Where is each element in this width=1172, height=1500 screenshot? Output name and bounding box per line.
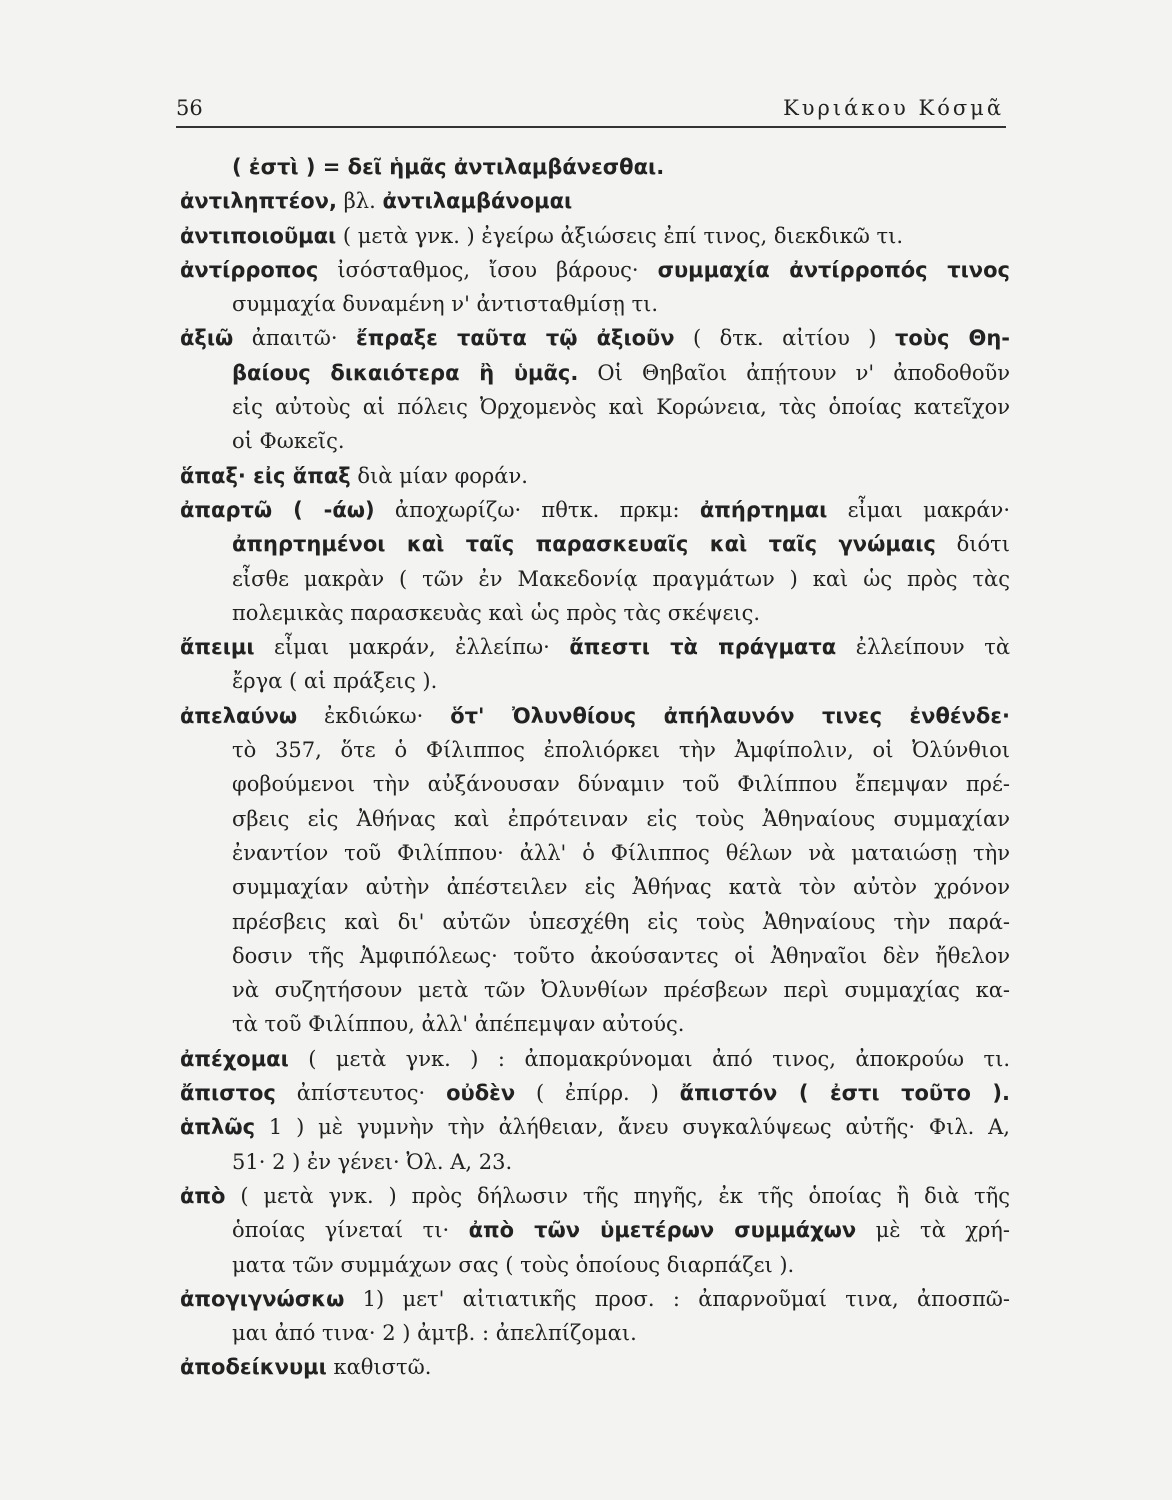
- bold-term: ἄπεστι τὰ πράγματα: [569, 635, 837, 660]
- entry-headword-line: [180, 253, 1010, 287]
- definition-text: ματα τῶν συμμάχων σας ( τοὺς ὁποίους διαρπάζει ).: [232, 1252, 795, 1277]
- entry-headword-line: [180, 630, 1010, 664]
- definition-text: εἶσθε μακρὰν ( τῶν ἐν Μακεδονίᾳ πραγμάτων ) καὶ ὡς πρὸς τὰς: [232, 566, 1010, 591]
- definition-text: φοβούμενοι τὴν αὐξάνουσαν δύναμιν τοῦ Φιλίππου ἔπεμψαν πρέ-: [232, 772, 1010, 797]
- bold-term: οὐδὲν: [446, 1081, 516, 1106]
- entry-continuation-line: [180, 870, 1010, 904]
- definition-text: 51· 2 ) ἐν γένει· Ὀλ. Α, 23.: [232, 1149, 513, 1174]
- definition-text: εἶμαι μακράν, ἐλλείπω·: [254, 635, 570, 660]
- entry-headword-line: [180, 1350, 1010, 1384]
- entry-headword-line: [180, 493, 1010, 527]
- page-header: [176, 92, 1006, 128]
- entry-continuation-line: [180, 1213, 1010, 1247]
- bold-term: ἀποδείκνυμι: [180, 1355, 327, 1380]
- entry-continuation-line: [180, 973, 1010, 1007]
- definition-text: ( δτκ. αἰτίου ): [674, 326, 895, 351]
- definition-text: ( μετὰ γνκ. ) πρὸς δήλωσιν τῆς πηγῆς, ἐκ τῆς ὁποίας ἢ διὰ τῆς: [225, 1183, 1010, 1208]
- definition-text: ἰσόσταθμος, ἴσου βάρους·: [318, 257, 658, 282]
- definition-text: οἱ Φωκεῖς.: [232, 429, 345, 454]
- definition-text: δοσιν τῆς Ἀμφιπόλεως· τοῦτο ἀκούσαντες οἱ Ἀθηναῖοι δὲν ἤθελον: [232, 943, 1010, 968]
- definition-text: τὰ τοῦ Φιλίππου, ἀλλ' ἀπέπεμψαν αὐτούς.: [232, 1012, 685, 1037]
- entry-headword-line: [180, 219, 1010, 253]
- bold-term: ἀντιληπτέον,: [180, 189, 337, 214]
- definition-text: νὰ συζητήσουν μετὰ τῶν Ὀλυνθίων πρέσβεων περὶ συμμαχίας κα-: [232, 978, 1010, 1003]
- entry-continuation-line: [180, 1145, 1010, 1179]
- bold-term: ἔπραξε ταῦτα τῷ ἀξιοῦν: [356, 326, 675, 351]
- entry-continuation-line: [180, 1316, 1010, 1350]
- entry-continuation-line: [180, 939, 1010, 973]
- entry-continuation-line: [180, 905, 1010, 939]
- definition-text: συμμαχία δυναμένη ν' ἀντισταθμίσῃ τι.: [232, 292, 659, 317]
- definition-text: συμμαχίαν αὐτὴν ἀπέστειλεν εἰς Ἀθήνας κατὰ τὸν αὐτὸν χρόνον: [232, 875, 1010, 900]
- entry-continuation-line: [180, 836, 1010, 870]
- definition-text: ἀποχωρίζω· πθτκ. πρκμ:: [374, 497, 700, 522]
- entry-headword-line: [180, 1042, 1010, 1076]
- entry-headword-line: [180, 184, 1010, 218]
- page-number: 56: [176, 96, 203, 120]
- definition-text: διὰ μίαν φοράν.: [350, 463, 528, 488]
- definition-text: ἔργα ( αἱ πράξεις ).: [232, 669, 438, 694]
- definition-text: βλ.: [336, 189, 383, 214]
- definition-text: ( μετὰ γνκ. ) ἐγείρω ἀξιώσεις ἐπί τινος, διεκδικῶ τι.: [336, 223, 904, 248]
- definition-text: 1 ) μὲ γυμνὴν τὴν ἀλήθειαν, ἄνευ συγκαλύψεως αὐτῆς· Φιλ. Α,: [255, 1115, 1010, 1140]
- bold-term: ἀπὸ τῶν ὑμετέρων συμμάχων: [468, 1218, 857, 1243]
- definition-text: καθιστῶ.: [326, 1355, 432, 1380]
- bold-term: ἀξιῶ: [180, 326, 234, 351]
- definition-text: ὁποίας γίνεταί τι·: [232, 1218, 469, 1243]
- definition-text: ἀπίστευτος·: [275, 1081, 447, 1106]
- entry-continuation-line: [180, 356, 1010, 390]
- entry-continuation-line: [180, 767, 1010, 801]
- entry-continuation-line: [180, 596, 1010, 630]
- entry-headword-line: [180, 699, 1010, 733]
- bold-term: ἀντίρροπος: [180, 257, 319, 282]
- dictionary-entries: [180, 150, 1010, 1385]
- definition-text: εἰς αὐτοὺς αἱ πόλεις Ὀρχομενὸς καὶ Κορώνεια, τὰς ὁποίας κατεῖχον: [232, 395, 1010, 420]
- definition-text: ἐλλείπουν τὰ: [836, 635, 1011, 660]
- running-title: Κυριάκου Κόσμᾶ: [783, 96, 1004, 120]
- bold-term: ἀπηρτημένοι καὶ ταῖς παρασκευαῖς καὶ ταῖς γνώμαις: [232, 532, 936, 557]
- definition-text: 1) μετ' αἰτιατικῆς προσ. : ἀπαρνοῦμαί τινα, ἀποσπῶ-: [344, 1286, 1010, 1311]
- entry-continuation-line: [180, 664, 1010, 698]
- definition-text: ἀπαιτῶ·: [233, 326, 356, 351]
- definition-text: Οἱ Θηβαῖοι ἀπῄτουν ν' ἀποδοθοῦν: [578, 360, 1010, 385]
- entry-headword-line: [180, 321, 1010, 355]
- bold-term: ἀπήρτημαι: [699, 497, 828, 522]
- definition-text: εἶμαι μακράν·: [827, 497, 1010, 522]
- definition-text: σβεις εἰς Ἀθήνας καὶ ἐπρότειναν εἰς τοὺς Ἀθηναίους συμμαχίαν: [232, 806, 1010, 831]
- entry-continuation-line: [180, 424, 1010, 458]
- bold-term: ἀπὸ: [180, 1183, 226, 1208]
- entry-continuation-line: [180, 733, 1010, 767]
- entry-continuation-line: [180, 150, 1010, 184]
- entry-headword-line: [180, 1282, 1010, 1316]
- bold-term: βαίους δικαιότερα ἢ ὑμᾶς.: [232, 360, 579, 385]
- entry-headword-line: [180, 1076, 1010, 1110]
- bold-term: ἀντιποιοῦμαι: [180, 223, 337, 248]
- bold-term: συμμαχία ἀντίρροπός τινος: [657, 257, 1010, 282]
- definition-text: τὸ 357, ὅτε ὁ Φίλιππος ἐπολιόρκει τὴν Ἀμφίπολιν, οἱ Ὀλύνθιοι: [232, 738, 1010, 763]
- definition-text: μαι ἀπό τινα· 2 ) ἀμτβ. : ἀπελπίζομαι.: [232, 1321, 637, 1346]
- definition-text: μὲ τὰ χρή-: [856, 1218, 1010, 1243]
- definition-text: ἐναντίον τοῦ Φιλίππου· ἀλλ' ὁ Φίλιππος θέλων νὰ ματαιώσῃ τὴν: [232, 840, 1010, 865]
- bold-term: ἀπέχομαι: [180, 1046, 289, 1071]
- bold-term: ἄπειμι: [180, 635, 255, 660]
- entry-headword-line: [180, 1110, 1010, 1144]
- bold-term: ὅτ' Ὀλυνθίους ἀπήλαυνόν τινες ἐνθένδε·: [450, 703, 1011, 728]
- entry-continuation-line: [180, 1248, 1010, 1282]
- entry-continuation-line: [180, 287, 1010, 321]
- definition-text: ( μετὰ γνκ. ) : ἀπομακρύνομαι ἀπό τινος, ἀποκρούω τι.: [288, 1046, 1010, 1071]
- definition-text: ἐκδιώκω·: [297, 703, 451, 728]
- entry-continuation-line: [180, 1007, 1010, 1041]
- definition-text: ( ἐπίρρ. ): [515, 1081, 680, 1106]
- entry-continuation-line: [180, 390, 1010, 424]
- bold-term: ἀπαρτῶ ( -άω): [180, 497, 375, 522]
- entry-headword-line: [180, 459, 1010, 493]
- bold-term: ἀντιλαμβάνομαι: [382, 189, 573, 214]
- definition-text: διότι: [935, 532, 1010, 557]
- bold-term: τοὺς Θη-: [894, 326, 1011, 351]
- entry-headword-line: [180, 1179, 1010, 1213]
- bold-term: ἀπελαύνω: [180, 703, 298, 728]
- bold-term: ἅπαξ· εἰς ἅπαξ: [180, 463, 351, 488]
- definition-text: πολεμικὰς παρασκευὰς καὶ ὡς πρὸς τὰς σκέψεις.: [232, 600, 761, 625]
- bold-term: ( ἐστὶ ) = δεῖ ἡμᾶς ἀντιλαμβάνεσθαι.: [232, 155, 665, 179]
- entry-continuation-line: [180, 802, 1010, 836]
- bold-term: ἁπλῶς: [180, 1115, 256, 1140]
- entry-continuation-line: [180, 562, 1010, 596]
- bold-term: ἄπιστόν ( ἐστι τοῦτο ).: [679, 1081, 1010, 1106]
- entry-continuation-line: [180, 527, 1010, 561]
- bold-term: ἀπογιγνώσκω: [180, 1286, 345, 1311]
- bold-term: ἄπιστος: [180, 1081, 276, 1106]
- definition-text: πρέσβεις καὶ δι' αὐτῶν ὑπεσχέθη εἰς τοὺς Ἀθηναίους τὴν παρά-: [232, 909, 1010, 934]
